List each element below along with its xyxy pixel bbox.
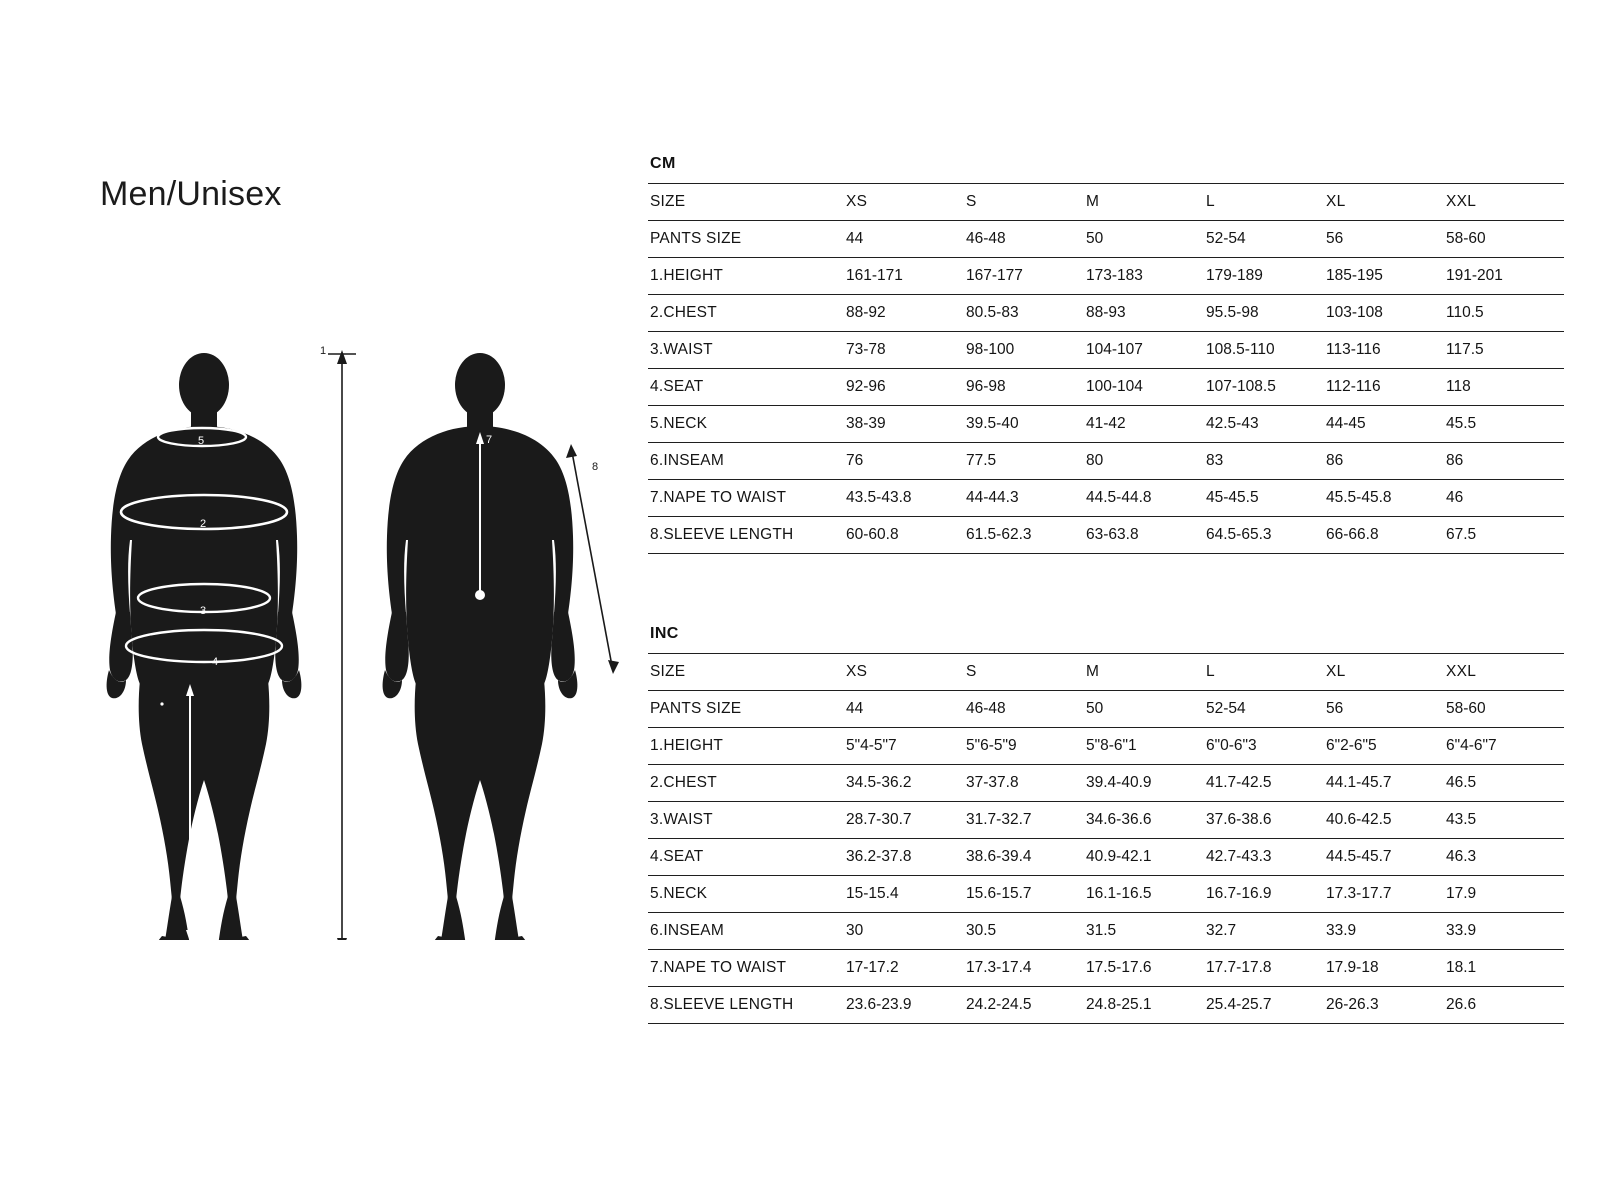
row-label: 1.HEIGHT xyxy=(648,728,844,765)
cell-value: 56 xyxy=(1324,221,1444,258)
cell-value: 88-92 xyxy=(844,295,964,332)
measure-number-7: 7 xyxy=(486,434,493,446)
cell-value: 44.1-45.7 xyxy=(1324,765,1444,802)
cell-value: 179-189 xyxy=(1204,258,1324,295)
table-row xyxy=(648,913,1564,950)
cell-value: 110.5 xyxy=(1444,295,1564,332)
column-header-m: M xyxy=(1084,654,1204,691)
cell-value: 52-54 xyxy=(1204,691,1324,728)
inc-size-table xyxy=(648,653,1564,1024)
cell-value: 39.4-40.9 xyxy=(1084,765,1204,802)
cell-value: 44.5-44.8 xyxy=(1084,480,1204,517)
cell-value: 45-45.5 xyxy=(1204,480,1324,517)
row-label: 3.WAIST xyxy=(648,802,844,839)
cell-value: 24.8-25.1 xyxy=(1084,987,1204,1024)
cell-value: 17.9-18 xyxy=(1324,950,1444,987)
cell-value: 16.7-16.9 xyxy=(1204,876,1324,913)
table-row xyxy=(648,765,1564,802)
measure-number-4: 4 xyxy=(212,656,219,668)
cell-value: 100-104 xyxy=(1084,369,1204,406)
cell-value: 32.7 xyxy=(1204,913,1324,950)
cm-size-table xyxy=(648,183,1564,554)
cell-value: 185-195 xyxy=(1324,258,1444,295)
cell-value: 66-66.8 xyxy=(1324,517,1444,554)
table-row xyxy=(648,517,1564,554)
cell-value: 30 xyxy=(844,913,964,950)
table-row xyxy=(648,221,1564,258)
cell-value: 42.7-43.3 xyxy=(1204,839,1324,876)
cell-value: 73-78 xyxy=(844,332,964,369)
cell-value: 42.5-43 xyxy=(1204,406,1324,443)
measure-number-2: 2 xyxy=(200,518,207,530)
cell-value: 107-108.5 xyxy=(1204,369,1324,406)
column-header-xxl: XXL xyxy=(1444,654,1564,691)
cell-value: 44 xyxy=(844,221,964,258)
row-label: 3.WAIST xyxy=(648,332,844,369)
measure-number-1: 1 xyxy=(320,345,327,357)
row-label: PANTS SIZE xyxy=(648,691,844,728)
cell-value: 58-60 xyxy=(1444,691,1564,728)
cell-value: 118 xyxy=(1444,369,1564,406)
row-label: 6.INSEAM xyxy=(648,443,844,480)
column-header-size: SIZE xyxy=(648,184,844,221)
row-label: 2.CHEST xyxy=(648,295,844,332)
row-label: 5.NECK xyxy=(648,876,844,913)
inc-table-block xyxy=(648,625,1497,1024)
cell-value: 40.9-42.1 xyxy=(1084,839,1204,876)
cell-value: 6"2-6"5 xyxy=(1324,728,1444,765)
cell-value: 44 xyxy=(844,691,964,728)
cell-value: 5"6-5"9 xyxy=(964,728,1084,765)
cell-value: 104-107 xyxy=(1084,332,1204,369)
cell-value: 17.3-17.7 xyxy=(1324,876,1444,913)
cell-value: 33.9 xyxy=(1324,913,1444,950)
cell-value: 17.9 xyxy=(1444,876,1564,913)
table-row xyxy=(648,839,1564,876)
column-header-xs: XS xyxy=(844,184,964,221)
cell-value: 46.5 xyxy=(1444,765,1564,802)
cell-value: 80.5-83 xyxy=(964,295,1084,332)
cell-value: 46.3 xyxy=(1444,839,1564,876)
table-row xyxy=(648,443,1564,480)
cell-value: 39.5-40 xyxy=(964,406,1084,443)
table-row xyxy=(648,802,1564,839)
cell-value: 56 xyxy=(1324,691,1444,728)
row-label: PANTS SIZE xyxy=(648,221,844,258)
cell-value: 15.6-15.7 xyxy=(964,876,1084,913)
column-header-l: L xyxy=(1204,184,1324,221)
cell-value: 46-48 xyxy=(964,691,1084,728)
table-row xyxy=(648,876,1564,913)
cell-value: 38-39 xyxy=(844,406,964,443)
cell-value: 77.5 xyxy=(964,443,1084,480)
row-label: 7.NAPE TO WAIST xyxy=(648,950,844,987)
table-header-row xyxy=(648,184,1564,221)
column-header-m: M xyxy=(1084,184,1204,221)
cell-value: 44.5-45.7 xyxy=(1324,839,1444,876)
cell-value: 17.3-17.4 xyxy=(964,950,1084,987)
measure-number-3: 3 xyxy=(200,605,207,617)
cell-value: 25.4-25.7 xyxy=(1204,987,1324,1024)
cell-value: 5"4-5"7 xyxy=(844,728,964,765)
cm-unit-label: CM xyxy=(650,155,676,172)
cell-value: 86 xyxy=(1444,443,1564,480)
column-header-xl: XL xyxy=(1324,184,1444,221)
cell-value: 88-93 xyxy=(1084,295,1204,332)
table-row xyxy=(648,480,1564,517)
cell-value: 173-183 xyxy=(1084,258,1204,295)
cell-value: 92-96 xyxy=(844,369,964,406)
cell-value: 36.2-37.8 xyxy=(844,839,964,876)
cell-value: 58-60 xyxy=(1444,221,1564,258)
cell-value: 31.7-32.7 xyxy=(964,802,1084,839)
cell-value: 30.5 xyxy=(964,913,1084,950)
cell-value: 44-44.3 xyxy=(964,480,1084,517)
column-header-xxl: XXL xyxy=(1444,184,1564,221)
cell-value: 113-116 xyxy=(1324,332,1444,369)
cell-value: 26.6 xyxy=(1444,987,1564,1024)
cell-value: 46-48 xyxy=(964,221,1084,258)
table-row xyxy=(648,369,1564,406)
cell-value: 41.7-42.5 xyxy=(1204,765,1324,802)
cell-value: 67.5 xyxy=(1444,517,1564,554)
table-row xyxy=(648,258,1564,295)
cell-value: 83 xyxy=(1204,443,1324,480)
cell-value: 76 xyxy=(844,443,964,480)
table-row xyxy=(648,406,1564,443)
table-row xyxy=(648,987,1564,1024)
cell-value: 43.5 xyxy=(1444,802,1564,839)
cell-value: 6"0-6"3 xyxy=(1204,728,1324,765)
cell-value: 103-108 xyxy=(1324,295,1444,332)
column-header-s: S xyxy=(964,654,1084,691)
row-label: 5.NECK xyxy=(648,406,844,443)
cell-value: 98-100 xyxy=(964,332,1084,369)
cell-value: 33.9 xyxy=(1444,913,1564,950)
cell-value: 16.1-16.5 xyxy=(1084,876,1204,913)
measure-number-8: 8 xyxy=(592,461,599,473)
cell-value: 60-60.8 xyxy=(844,517,964,554)
measure-arrow-height xyxy=(320,345,356,940)
row-label: 4.SEAT xyxy=(648,369,844,406)
cell-value: 45.5 xyxy=(1444,406,1564,443)
cell-value: 117.5 xyxy=(1444,332,1564,369)
table-row xyxy=(648,691,1564,728)
cm-table-block xyxy=(648,155,1503,554)
table-row xyxy=(648,728,1564,765)
page-title: Men/Unisex xyxy=(100,174,282,213)
measure-arrow-sleeve-length xyxy=(566,444,619,674)
cell-value: 38.6-39.4 xyxy=(964,839,1084,876)
cell-value: 17-17.2 xyxy=(844,950,964,987)
table-row xyxy=(648,950,1564,987)
column-header-xl: XL xyxy=(1324,654,1444,691)
row-label: 8.SLEEVE LENGTH xyxy=(648,517,844,554)
cell-value: 41-42 xyxy=(1084,406,1204,443)
cell-value: 37-37.8 xyxy=(964,765,1084,802)
cell-value: 31.5 xyxy=(1084,913,1204,950)
column-header-xs: XS xyxy=(844,654,964,691)
cell-value: 46 xyxy=(1444,480,1564,517)
table-row xyxy=(648,295,1564,332)
cell-value: 50 xyxy=(1084,691,1204,728)
table-row xyxy=(648,332,1564,369)
body-measurement-diagram xyxy=(80,340,640,940)
cell-value: 23.6-23.9 xyxy=(844,987,964,1024)
cell-value: 43.5-43.8 xyxy=(844,480,964,517)
row-label: 4.SEAT xyxy=(648,839,844,876)
cell-value: 64.5-65.3 xyxy=(1204,517,1324,554)
cell-value: 26-26.3 xyxy=(1324,987,1444,1024)
cell-value: 52-54 xyxy=(1204,221,1324,258)
cell-value: 34.6-36.6 xyxy=(1084,802,1204,839)
column-header-s: S xyxy=(964,184,1084,221)
cell-value: 95.5-98 xyxy=(1204,295,1324,332)
cell-value: 24.2-24.5 xyxy=(964,987,1084,1024)
cell-value: 37.6-38.6 xyxy=(1204,802,1324,839)
row-label: 2.CHEST xyxy=(648,765,844,802)
measure-number-5: 5 xyxy=(198,435,205,447)
cell-value: 50 xyxy=(1084,221,1204,258)
cell-value: 86 xyxy=(1324,443,1444,480)
cell-value: 96-98 xyxy=(964,369,1084,406)
cell-value: 191-201 xyxy=(1444,258,1564,295)
cell-value: 44-45 xyxy=(1324,406,1444,443)
cell-value: 5"8-6"1 xyxy=(1084,728,1204,765)
column-header-size: SIZE xyxy=(648,654,844,691)
cell-value: 34.5-36.2 xyxy=(844,765,964,802)
row-label: 8.SLEEVE LENGTH xyxy=(648,987,844,1024)
row-label: 6.INSEAM xyxy=(648,913,844,950)
cell-value: 61.5-62.3 xyxy=(964,517,1084,554)
row-label: 7.NAPE TO WAIST xyxy=(648,480,844,517)
cell-value: 112-116 xyxy=(1324,369,1444,406)
cell-value: 18.1 xyxy=(1444,950,1564,987)
cell-value: 17.7-17.8 xyxy=(1204,950,1324,987)
cell-value: 63-63.8 xyxy=(1084,517,1204,554)
cell-value: 167-177 xyxy=(964,258,1084,295)
cell-value: 80 xyxy=(1084,443,1204,480)
cell-value: 108.5-110 xyxy=(1204,332,1324,369)
table-header-row xyxy=(648,654,1564,691)
cell-value: 45.5-45.8 xyxy=(1324,480,1444,517)
cell-value: 40.6-42.5 xyxy=(1324,802,1444,839)
cell-value: 15-15.4 xyxy=(844,876,964,913)
row-label: 1.HEIGHT xyxy=(648,258,844,295)
cell-value: 28.7-30.7 xyxy=(844,802,964,839)
cell-value: 17.5-17.6 xyxy=(1084,950,1204,987)
inc-unit-label: INC xyxy=(650,625,679,642)
column-header-l: L xyxy=(1204,654,1324,691)
cell-value: 6"4-6"7 xyxy=(1444,728,1564,765)
cell-value: 161-171 xyxy=(844,258,964,295)
